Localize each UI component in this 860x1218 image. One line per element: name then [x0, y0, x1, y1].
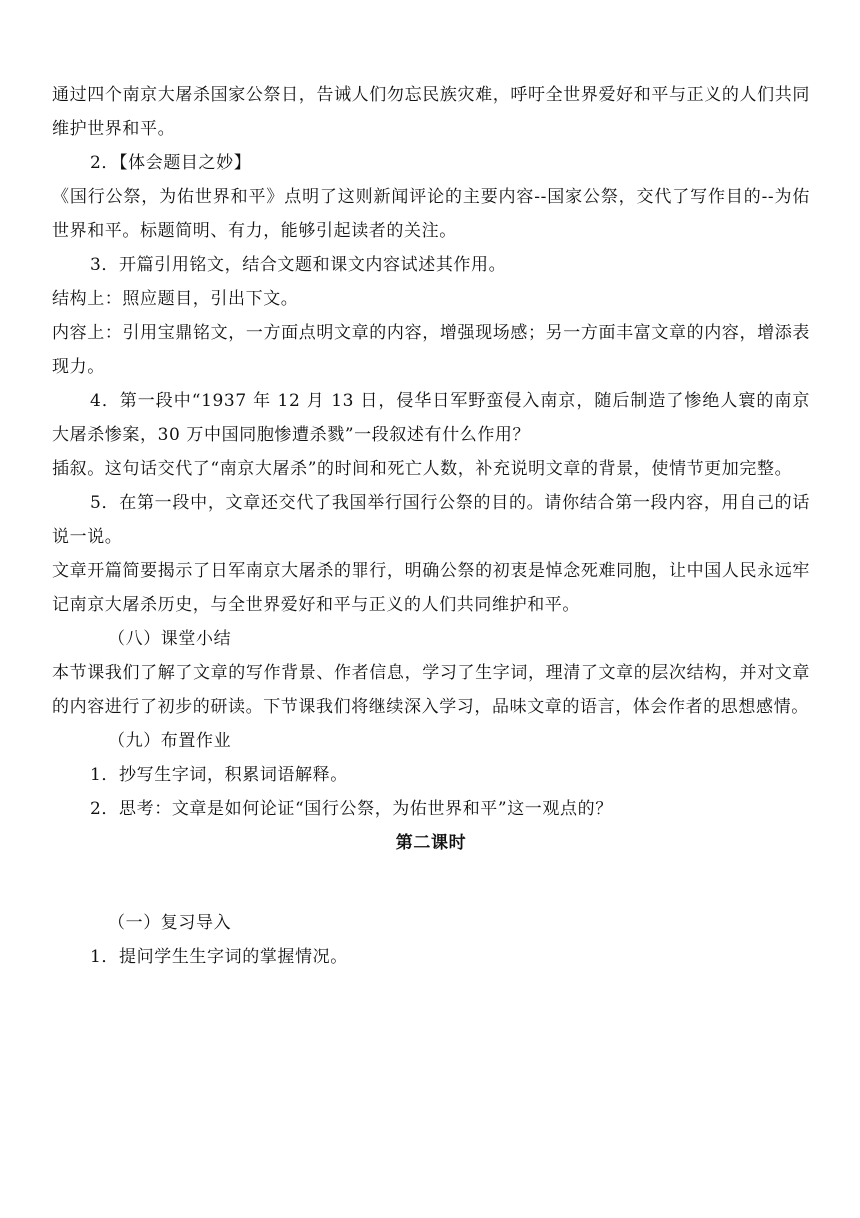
section-heading: （一）复习导入 [108, 913, 232, 933]
paragraph: 《国行公祭，为佑世界和平》点明了这则新闻评论的主要内容--国家公祭，交代了写作目的--为佑世界和平。标题简明、有力，能够引起读者的关注。 [52, 187, 810, 241]
section-heading: （八）课堂小结 [108, 629, 232, 649]
list-item: 1．抄写生字词，积累词语解释。 [90, 765, 348, 785]
paragraph: 内容上：引用宝鼎铭文，一方面点明文章的内容，增强现场感；另一方面丰富文章的内容，增添表现力。 [52, 323, 810, 377]
paragraph: 结构上：照应题目，引出下文。 [52, 289, 299, 309]
list-item: 1．提问学生生字词的掌握情况。 [90, 947, 348, 967]
question-heading: 5．在第一段中，文章还交代了我国举行国行公祭的目的。请你结合第一段内容，用自己的话说一说。 [52, 493, 810, 547]
question-heading: 2．【体会题目之妙】 [90, 153, 252, 173]
question-heading: 3．开篇引用铭文，结合文题和课文内容试述其作用。 [90, 255, 507, 275]
paragraph: 通过四个南京大屠杀国家公祭日，告诫人们勿忘民族灾难，呼吁全世界爱好和平与正义的人们共同维护世界和平。 [52, 85, 810, 139]
paragraph: 插叙。这句话交代了“南京大屠杀”的时间和死亡人数，补充说明文章的背景，使情节更加完整。 [52, 459, 793, 479]
section-heading: （九）布置作业 [108, 731, 232, 751]
list-item: 2．思考：文章是如何论证“国行公祭，为佑世界和平”这一观点的？ [90, 799, 613, 819]
paragraph: 文章开篇简要揭示了日军南京大屠杀的罪行，明确公祭的初衷是悼念死难同胞，让中国人民永远牢记南京大屠杀历史，与全世界爱好和平与正义的人们共同维护和平。 [52, 561, 810, 615]
lesson-title: 第二课时 [395, 833, 467, 853]
document-body [52, 78, 810, 974]
paragraph: 本节课我们了解了文章的写作背景、作者信息，学习了生字词，理清了文章的层次结构，并对文章的内容进行了初步的研读。下节课我们将继续深入学习，品味文章的语言，体会作者的思想感情。 [52, 663, 810, 717]
spacer [52, 860, 810, 906]
question-heading: 4．第一段中“1937 年 12 月 13 日，侵华日军野蛮侵入南京，随后制造了惨绝人寰的南京大屠杀惨案，30 万中国同胞惨遭杀戮”一段叙述有什么作用？ [52, 391, 810, 445]
